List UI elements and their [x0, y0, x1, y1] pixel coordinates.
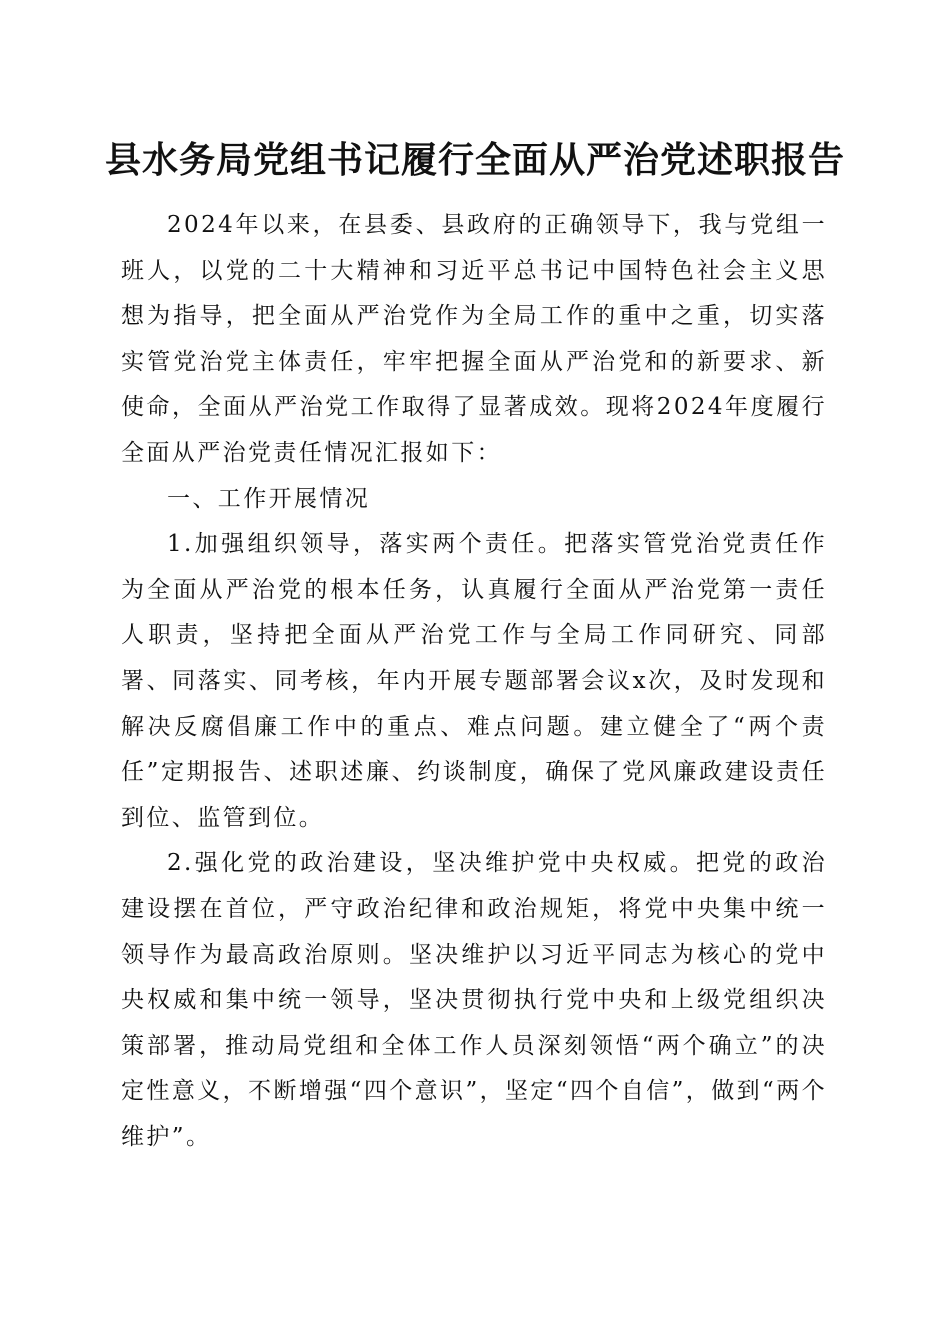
- item-1-paragraph: 1.加强组织领导，落实两个责任。把落实管党治党责任作为全面从严治党的根本任务，认真履行全面从严治党第一责任人职责，坚持把全面从严治党工作与全局工作同研究、同部署、同落实、同考核，年内开展专题部署会议x次，及时发现和解决反腐倡廉工作中的重点、难点问题。建立健全了“两个责任”定期报告、述职述廉、约谈制度，确保了党风廉政建设责任到位、监管到位。: [121, 531, 827, 831]
- section-heading-work-progress: 一、工作开展情况: [167, 485, 371, 512]
- document-title: 县水务局党组书记履行全面从严治党述职报告: [104, 139, 845, 181]
- intro-paragraph: 2024年以来，在县委、县政府的正确领导下，我与党组一班人，以党的二十大精神和习近平总书记中国特色社会主义思想为指导，把全面从严治党作为全局工作的重中之重，切实落实管党治党主体责任，牢牢把握全面从严治党和的新要求、新使命，全面从严治党工作取得了显著成效。现将2024年度履行全面从严治党责任情况汇报如下：: [121, 212, 827, 466]
- item-2-paragraph: 2.强化党的政治建设，坚决维护党中央权威。把党的政治建设摆在首位，严守政治纪律和政治规矩，将党中央集中统一领导作为最高政治原则。坚决维护以习近平同志为核心的党中央权威和集中统一领导，坚决贯彻执行党中央和上级党组织决策部署，推动局党组和全体工作人员深刻领悟“两个确立”的决定性意义，不断增强“四个意识”，坚定“四个自信”，做到“两个维护”。: [121, 850, 827, 1150]
- document-body: [121, 203, 827, 1160]
